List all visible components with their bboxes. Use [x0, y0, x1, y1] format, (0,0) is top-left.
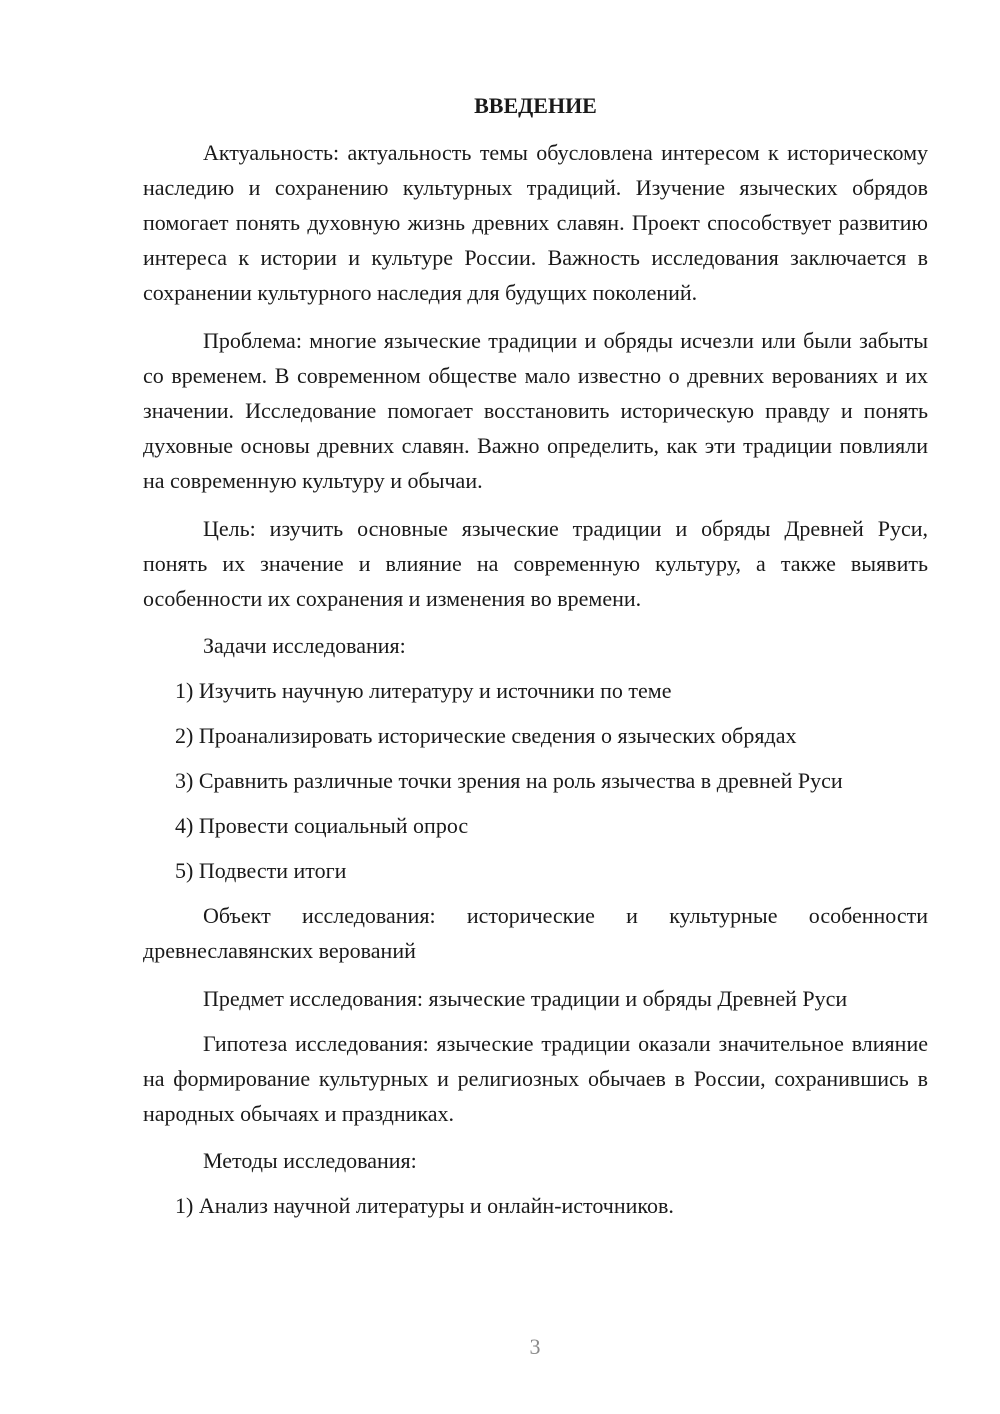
page-title: ВВЕДЕНИЕ: [474, 93, 597, 118]
task-item: 5) Подвести итоги: [175, 858, 347, 884]
object-paragraph: Объект исследования: исторические и культурные особенности древнеславянских верований: [143, 903, 928, 964]
problem-paragraph: Проблема: многие языческие традиции и обряды исчезли или были забыты со временем. В современном обществе мало известно о древних верованиях и их значении. Исследование помогает восстановить историческую правду и понять духовные основы древних славян. Важно определить, как эти традиции повлияли на современную культуру и обычаи.: [143, 327, 928, 494]
method-item: 1) Анализ научной литературы и онлайн-источников.: [175, 1193, 674, 1219]
subject-paragraph: Предмет исследования: языческие традиции и обряды Древней Руси: [203, 985, 848, 1011]
goal-paragraph: Цель: изучить основные языческие традиции и обряды Древней Руси, понять их значение и влияние на современную культуру, а также выявить особенности их сохранения и изменения во времени.: [143, 515, 928, 612]
task-item: 1) Изучить научную литературу и источники по теме: [175, 678, 672, 704]
page-content: [143, 92, 928, 1233]
methods-heading: Методы исследования:: [203, 1148, 417, 1174]
page-number: 3: [529, 1334, 541, 1359]
task-item: 3) Сравнить различные точки зрения на роль язычества в древней Руси: [175, 768, 843, 794]
hypothesis-paragraph: Гипотеза исследования: языческие традиции оказали значительное влияние на формирование культурных и религиозных обычаев в России, сохранившись в народных обычаях и праздниках.: [143, 1030, 928, 1127]
task-item: 2) Проанализировать исторические сведения о языческих обрядах: [175, 723, 797, 749]
task-item: 4) Провести социальный опрос: [175, 813, 469, 839]
tasks-heading: Задачи исследования:: [203, 633, 406, 659]
relevance-paragraph: Актуальность: актуальность темы обусловлена интересом к историческому наследию и сохранению культурных традиций. Изучение языческих обрядов помогает понять духовную жизнь древних славян. Проект способствует развитию интереса к истории и культуре России. Важность исследования заключается в сохранении культурного наследия для будущих поколений.: [143, 139, 928, 306]
